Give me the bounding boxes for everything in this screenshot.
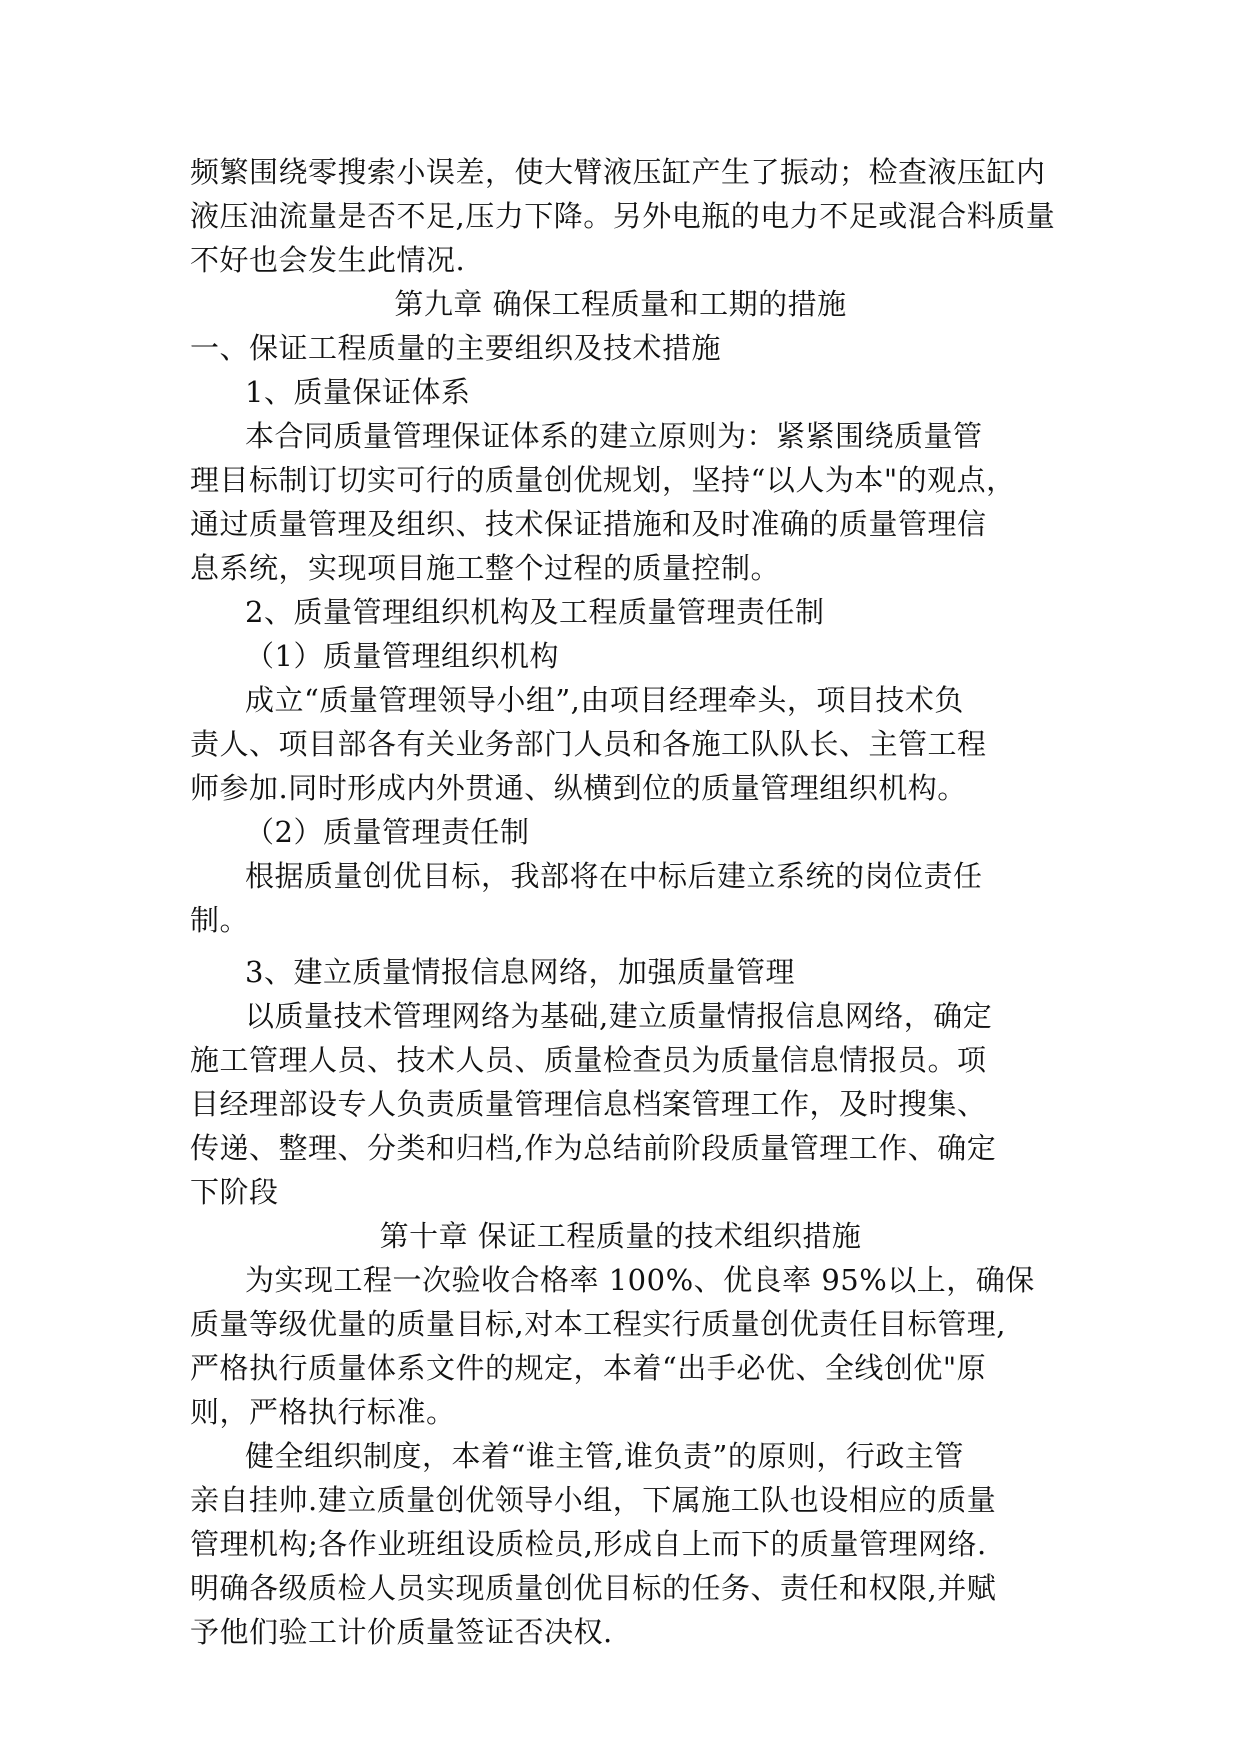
paragraph-line: 施工管理人员、技术人员、质量检查员为质量信息情报员。项 [190,1043,987,1077]
paragraph-line: 理目标制订切实可行的质量创优规划，坚持“以人为本"的观点， [190,463,1016,497]
subsection-1-title: 1、质量保证体系 [245,375,471,409]
subsection-2-title: 2、质量管理组织机构及工程质量管理责任制 [245,595,825,629]
paragraph-line: 严格执行质量体系文件的规定，本着“出手必优、全线创优"原 [190,1351,987,1385]
paragraph-line: 责人、项目部各有关业务部门人员和各施工队队长、主管工程 [190,727,987,761]
paragraph-line: 制。 [190,903,250,937]
subsection-3-title: 3、建立质量情报信息网络，加强质量管理 [245,955,795,989]
paragraph-line: 亲自挂帅.建立质量创优领导小组，下属施工队也设相应的质量 [190,1483,997,1517]
subsection-2-2-title: （2）质量管理责任制 [245,815,530,849]
paragraph-line: 质量等级优量的质量目标,对本工程实行质量创优责任目标管理, [190,1307,1006,1341]
paragraph-line: 频繁围绕零搜索小误差，使大臂液压缸产生了振动；检查液压缸内 [190,155,1046,189]
paragraph-line: 予他们验工计价质量签证否决权. [190,1615,613,1649]
chapter-10-title: 第十章 保证工程质量的技术组织措施 [379,1219,862,1253]
chapter-9-title: 第九章 确保工程质量和工期的措施 [394,287,847,321]
paragraph-line: 以质量技术管理网络为基础,建立质量情报信息网络，确定 [245,999,993,1033]
paragraph-line: 则，严格执行标准。 [190,1395,456,1429]
paragraph-line: 成立“质量管理领导小组”,由项目经理牵头，项目技术负 [245,683,964,717]
paragraph-line: 传递、整理、分类和归档,作为总结前阶段质量管理工作、确定 [190,1131,997,1165]
paragraph-line: 本合同质量管理保证体系的建立原则为：紧紧围绕质量管 [245,419,983,453]
paragraph-line: 目经理部设专人负责质量管理信息档案管理工作，及时搜集、 [190,1087,987,1121]
paragraph-line: 根据质量创优目标，我部将在中标后建立系统的岗位责任 [245,859,983,893]
paragraph-line: 息系统，实现项目施工整个过程的质量控制。 [190,551,781,585]
paragraph-line: 管理机构;各作业班组设质检员,形成自上而下的质量管理网络. [190,1527,987,1561]
paragraph-line: 师参加.同时形成内外贯通、纵横到位的质量管理组织机构。 [190,771,967,805]
paragraph-line: 健全组织制度，本着“谁主管,谁负责”的原则，行政主管 [245,1439,964,1473]
subsection-2-1-title: （1）质量管理组织机构 [245,639,559,673]
paragraph-line: 为实现工程一次验收合格率 100%、优良率 95%以上，确保 [245,1263,1035,1297]
paragraph-line: 下阶段 [190,1175,279,1209]
paragraph-line: 通过质量管理及组织、技术保证措施和及时准确的质量管理信 [190,507,987,541]
paragraph-line: 液压油流量是否不足,压力下降。另外电瓶的电力不足或混合料质量 [190,199,1056,233]
paragraph-line: 不好也会发生此情况. [190,243,466,277]
paragraph-line: 明确各级质检人员实现质量创优目标的任务、责任和权限,并赋 [190,1571,997,1605]
section-1-title: 一、保证工程质量的主要组织及技术措施 [190,331,722,365]
